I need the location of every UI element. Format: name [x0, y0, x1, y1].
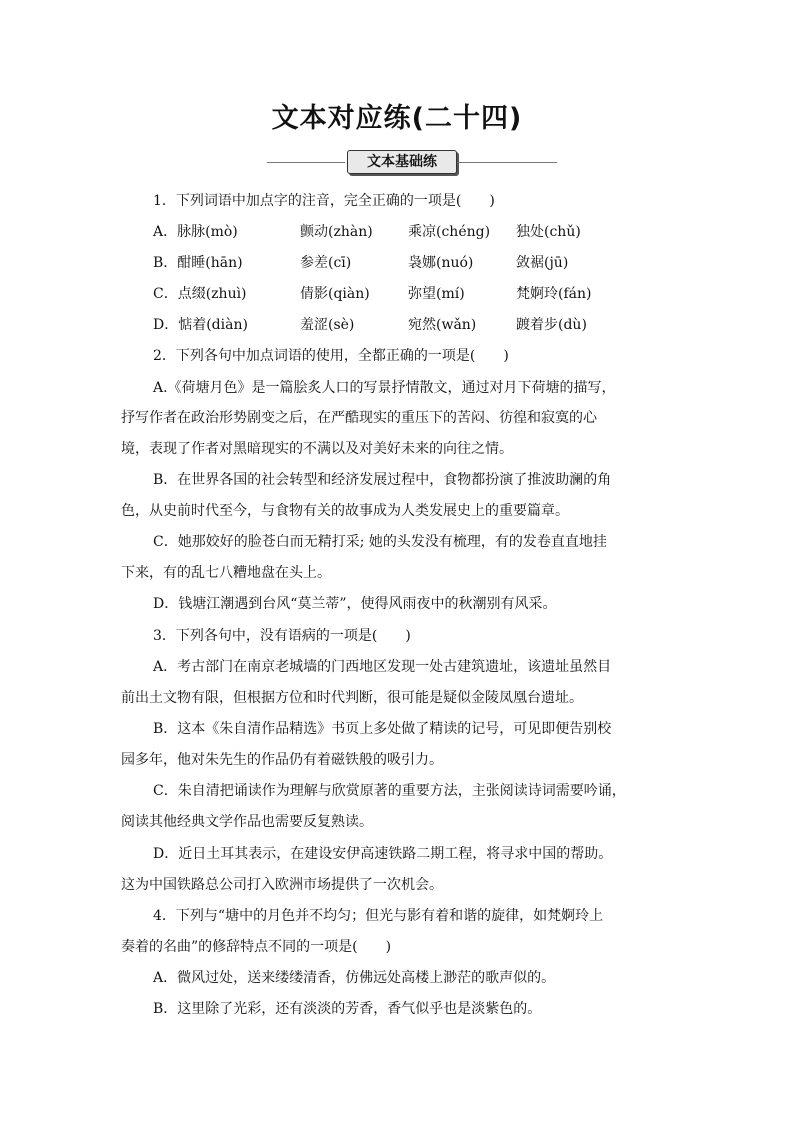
q2-option-a-line1: A.《荷塘月色》是一篇脍炙人口的写景抒情散文，通过对月下荷塘的描写，: [153, 380, 616, 396]
q1-option-a-word2: 颤动(zhàn): [300, 224, 373, 240]
q1-option-b-word4: 敛裾(jū): [516, 255, 569, 271]
q1-option-a: A．脉脉(mò): [153, 224, 238, 240]
q2-option-b-line2: 色，从史前时代至今，与食物有关的故事成为人类发展史上的重要篇章。: [121, 503, 569, 519]
q1-option-d: D．惦着(diàn): [153, 317, 248, 333]
q1-option-d-word2: 羞涩(sè): [300, 317, 355, 333]
q3-option-b-line2: 园多年，他对朱先生的作品仍有着磁铁般的吸引力。: [121, 752, 443, 768]
q2-option-a-line2: 抒写作者在政治形势剧变之后，在严酷现实的重压下的苦闷、彷徨和寂寞的心: [121, 410, 597, 426]
q2-option-a-line3: 境，表现了作者对黑暗现实的不满以及对美好未来的向往之情。: [121, 441, 513, 457]
q1-option-d-word4: 踱着步(dù): [516, 317, 587, 333]
q3-option-d-line1: D．近日土耳其表示，在建设安伊高速铁路二期工程，将寻求中国的帮助。: [153, 846, 613, 862]
q1-option-c-word3: 弥望(mí): [408, 286, 465, 302]
q2-option-b-line1: B．在世界各国的社会转型和经济发展过程中，食物都扮演了推波助澜的角: [153, 472, 612, 488]
q1-option-c: C．点缀(zhuì): [153, 286, 247, 302]
q4-option-a-line1: A．微风过处，送来缕缕清香，仿佛远处高楼上渺茫的歌声似的。: [153, 970, 556, 986]
q3-option-a-line2: 前出土文物有限，但根据方位和时代判断，很可能是疑似金陵凤凰台遗址。: [121, 690, 583, 706]
q3-option-b-line1: B．这本《朱自清作品精选》书页上多处做了精读的记号，可见即便告别校: [153, 721, 612, 737]
section-badge: 文本基础练: [347, 150, 457, 174]
page-title: 文本对应练(二十四): [271, 103, 523, 134]
q1-option-b-word3: 袅娜(nuó): [408, 255, 474, 271]
q1-option-a-word4: 独处(chǔ): [516, 224, 581, 240]
q3-option-c-line1: C．朱自清把诵读作为理解与欣赏原著的重要方法，主张阅读诗词需要吟诵，: [153, 783, 626, 799]
q4-stem-line2: 奏着的名曲”的修辞特点不同的一项是( ): [121, 939, 392, 955]
q3-option-a-line1: A．考古部门在南京老城墙的门西地区发现一处古建筑遗址，该遗址虽然目: [153, 659, 612, 675]
q1-option-b: B．酣睡(hān): [153, 255, 243, 271]
section-header: [267, 150, 557, 176]
q1-option-d-word3: 宛然(wǎn): [408, 317, 477, 333]
q1-stem: 1．下列词语中加点字的注音，完全正确的一项是( ): [153, 193, 495, 209]
section-divider-left: [267, 162, 345, 163]
q2-option-c-line2: 下来，有的乱七八糟地盘在头上。: [121, 565, 331, 581]
q2-option-c-line1: C．她那姣好的脸苍白而无精打采; 她的头发没有梳理，有的发卷直直地挂: [153, 534, 607, 550]
q3-stem: 3．下列各句中，没有语病的一项是( ): [153, 628, 411, 644]
section-divider-right: [457, 162, 557, 163]
q4-option-b-line1: B．这里除了光彩，还有淡淡的芳香，香气似乎也是淡紫色的。: [153, 1001, 542, 1017]
q1-option-b-word2: 参差(cī): [300, 255, 352, 271]
q4-stem-line1: 4．下列与“塘中的月色并不均匀；但光与影有着和谐的旋律，如梵婀玲上: [153, 908, 604, 924]
q3-option-d-line2: 这为中国铁路总公司打入欧洲市场提供了一次机会。: [121, 877, 443, 893]
q1-option-a-word3: 乘凉(chéng): [408, 224, 491, 240]
q1-option-c-word2: 倩影(qiàn): [300, 286, 370, 302]
q3-option-c-line2: 阅读其他经典文学作品也需要反复熟读。: [121, 814, 373, 830]
q2-option-d-line1: D．钱塘江潮遇到台风“莫兰蒂”，使得风雨夜中的秋潮别有风采。: [153, 596, 557, 612]
q2-stem: 2．下列各句中加点词语的使用，全都正确的一项是( ): [153, 348, 509, 364]
q1-option-c-word4: 梵婀玲(fán): [516, 286, 592, 302]
